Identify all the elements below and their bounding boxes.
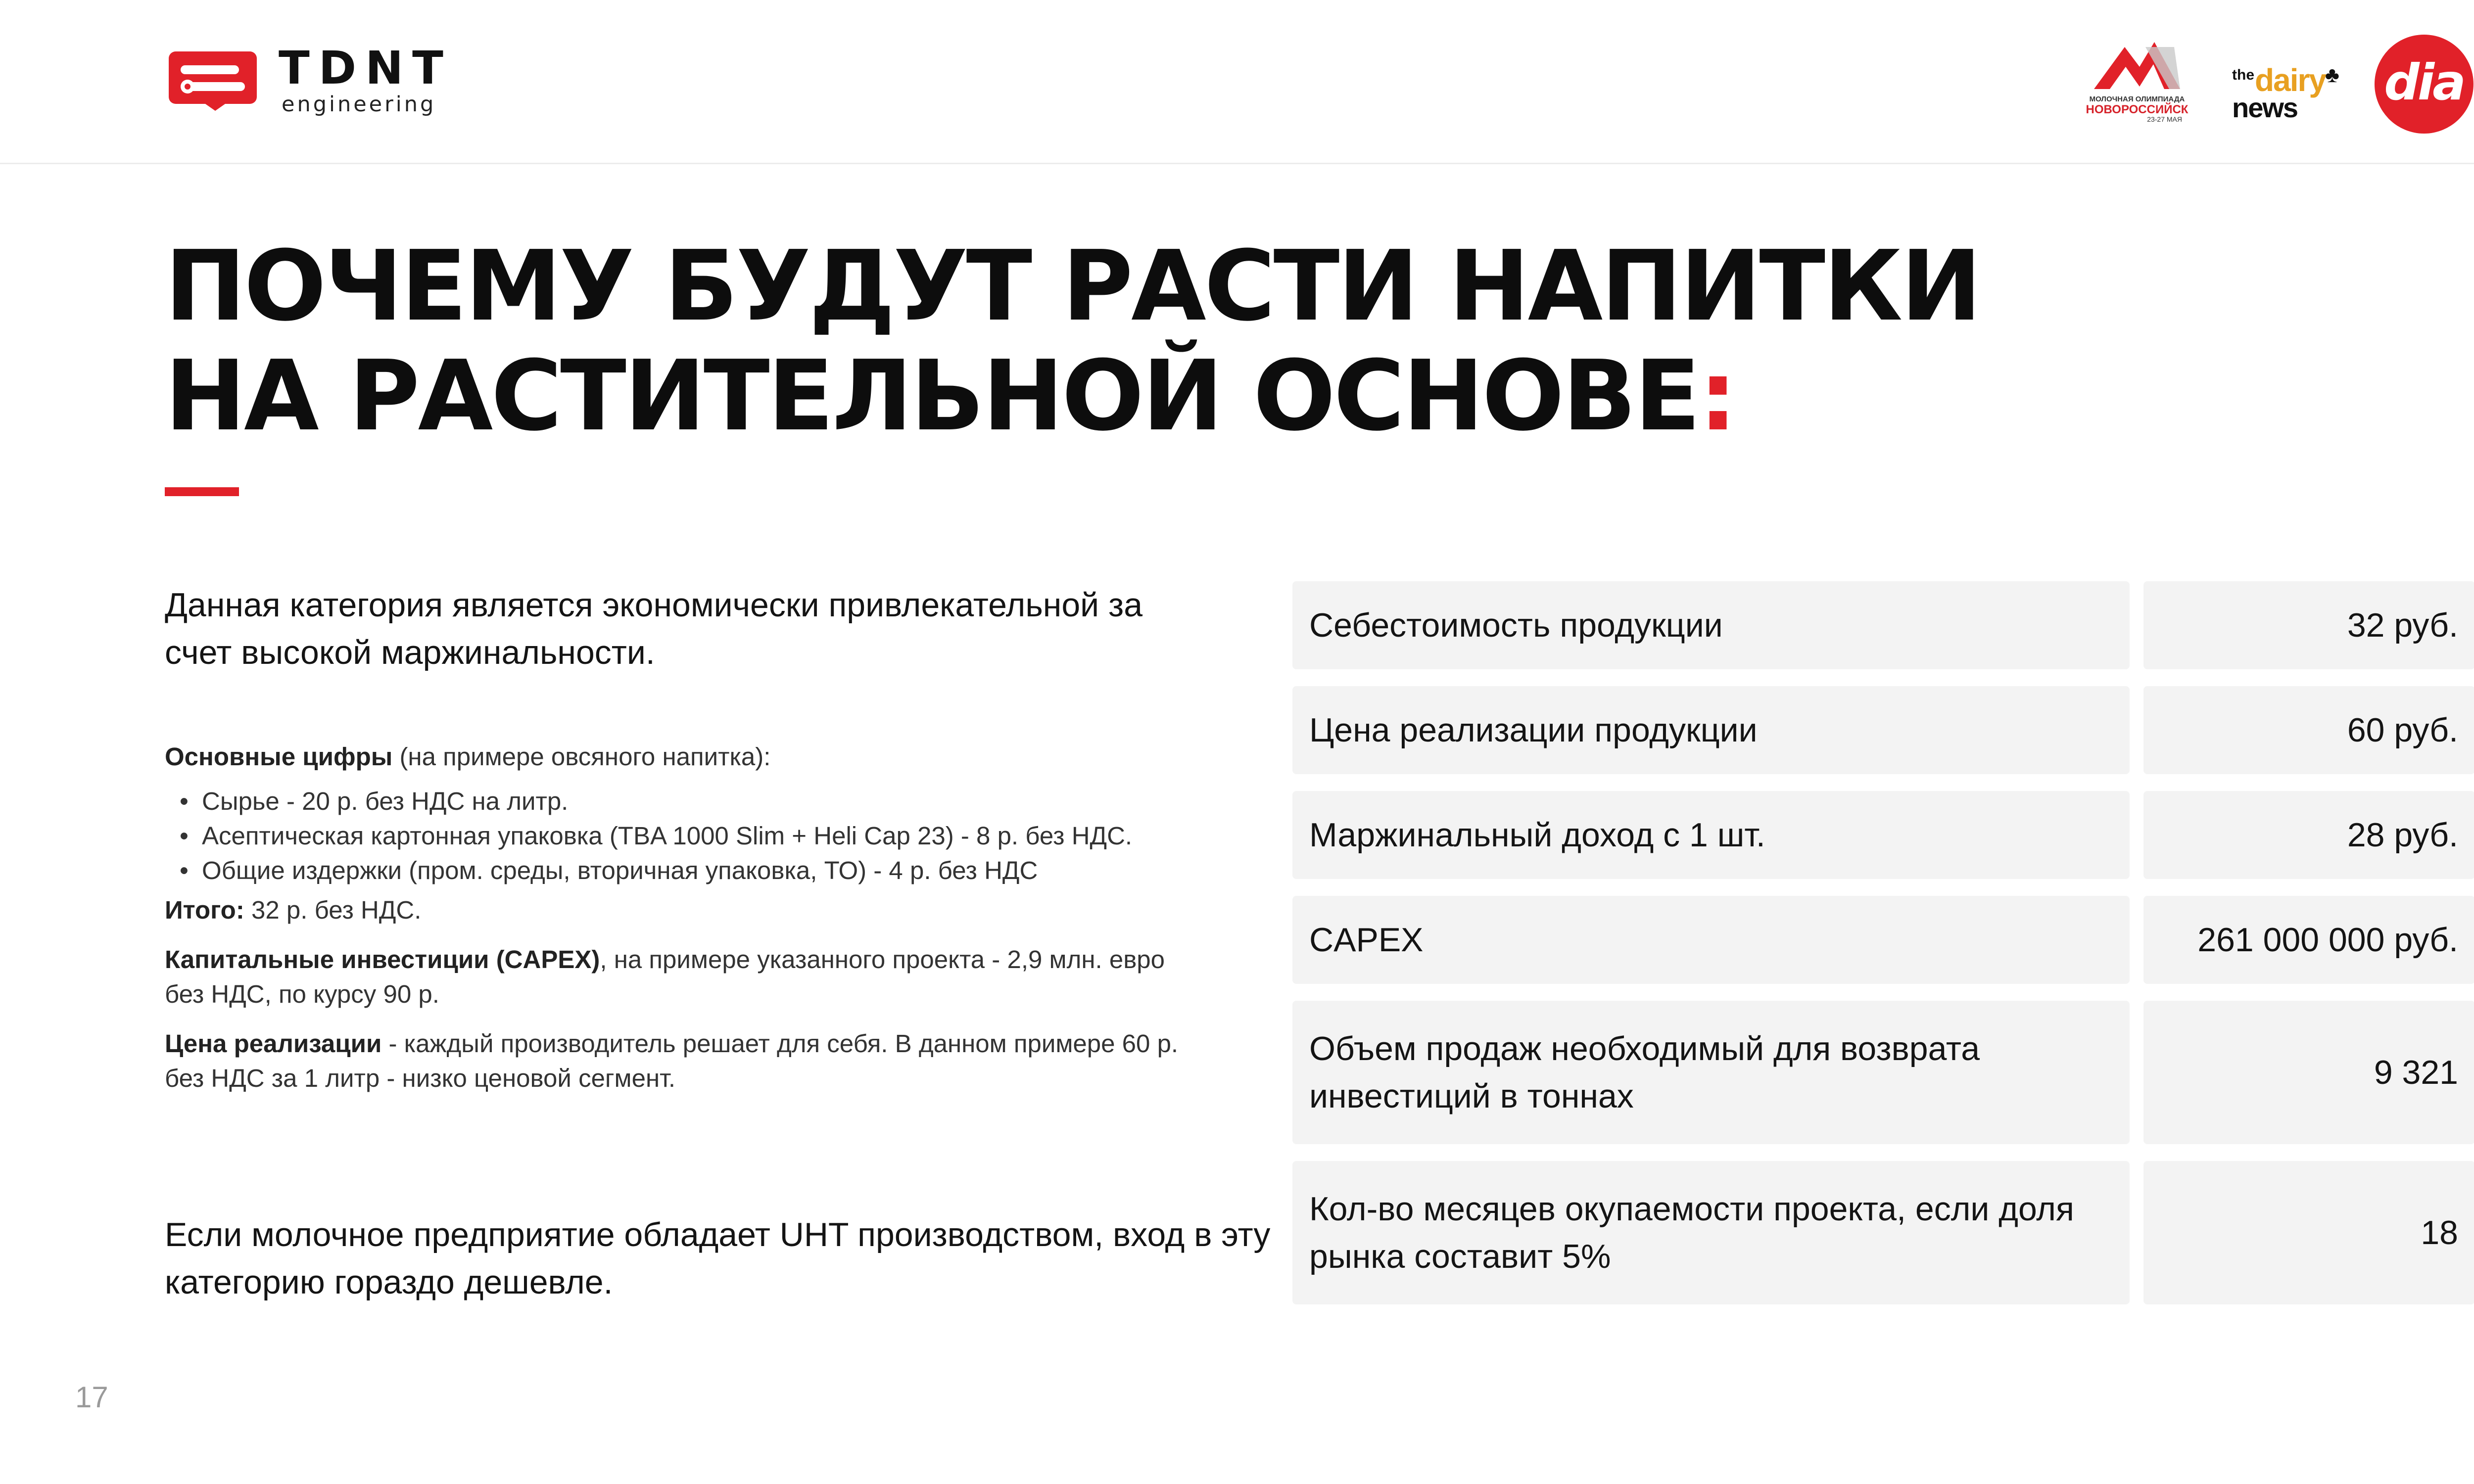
figures-heading-bold: Основные цифры: [165, 742, 393, 771]
row-value: 9 321: [2143, 1001, 2474, 1144]
price-bold: Цена реализации: [165, 1029, 382, 1058]
figures-list: [180, 784, 1204, 888]
clover-icon: ♣: [2325, 63, 2339, 87]
price-rest: - каждый производитель решает для себя. В данном примере 60 р. без НДС за 1 литр - низко ценовой сегмент.: [165, 1029, 1179, 1092]
row-value: 32 руб.: [2143, 581, 2474, 669]
capex-rest: , на примере указанного проекта - 2,9 млн. евро без НДС, по курсу 90 р.: [165, 945, 1165, 1008]
list-item: • Асептическая картонная упаковка (TBA 1000 Slim + Heli Cap 23) - 8 р. без НДС.: [180, 819, 1204, 853]
brand-name: TDNT: [279, 42, 452, 94]
figures-block: [165, 740, 1204, 1096]
dairy-news-the: the: [2232, 67, 2254, 83]
row-label: Маржинальный доход с 1 шт.: [1292, 791, 2130, 879]
title-colon: :: [1698, 340, 1736, 453]
olympiad-line3: 23-27 МАЯ: [2147, 115, 2182, 123]
olympiad-line2: НОВОРОССИЙСК: [2086, 102, 2189, 116]
total-line: [165, 893, 1204, 928]
capex-paragraph: [165, 942, 1204, 1012]
dairy-news-logo: [2231, 47, 2345, 121]
table-row: [1292, 581, 2474, 669]
table-row: [1292, 1001, 2474, 1144]
total-bold: Итого:: [165, 896, 244, 924]
row-label: Кол-во месяцев окупаемости проекта, если доля рынка составит 5%: [1292, 1161, 2130, 1304]
price-paragraph: [165, 1026, 1204, 1096]
dia-logo-text: dia: [2384, 53, 2464, 111]
table-row: [1292, 1161, 2474, 1304]
title-line1: ПОЧЕМУ БУДУТ РАСТИ НАПИТКИ: [165, 230, 1980, 343]
table-row: [1292, 686, 2474, 774]
dairy-news-dairy: dairy: [2255, 62, 2326, 98]
capex-bold: Капитальные инвестиции (CAPEX): [165, 945, 600, 974]
intro-text: Данная категория является экономически привлекательной за счет высокой маржинальности.: [165, 586, 1143, 671]
row-label: Цена реализации продукции: [1292, 686, 2130, 774]
header: [0, 0, 2474, 164]
tdnt-logo: [166, 42, 452, 117]
olympiad-line1: МОЛОЧНАЯ ОЛИМПИАДА: [2089, 95, 2185, 103]
economics-table: [1292, 581, 2474, 1321]
dia-logo: [2375, 35, 2474, 134]
row-label: Себестоимость продукции: [1292, 581, 2130, 669]
figures-heading-rest: (на примере овсяного напитка):: [392, 742, 771, 771]
row-label: Объем продаж необходимый для возврата инвестиций в тоннах: [1292, 1001, 2130, 1144]
row-label: CAPEX: [1292, 896, 2130, 984]
total-rest: 32 р. без НДС.: [244, 896, 422, 924]
outro-text: Если молочное предприятие обладает UHT производством, вход в эту категорию гораздо дешевле.: [165, 1216, 1271, 1301]
list-item: • Общие издержки (пром. среды, вторичная упаковка, ТО) - 4 р. без НДС: [180, 853, 1204, 888]
table-row: [1292, 791, 2474, 879]
list-item: • Сырье - 20 р. без НДС на литр.: [180, 784, 1204, 819]
figures-heading: [165, 740, 1204, 774]
row-value: 28 руб.: [2143, 791, 2474, 879]
title-line2: НА РАСТИТЕЛЬНОЙ ОСНОВЕ: [165, 340, 1699, 453]
partner-logos: [2080, 35, 2474, 134]
row-value: 261 000 000 руб.: [2143, 896, 2474, 984]
row-value: 18: [2143, 1161, 2474, 1304]
row-value: 60 руб.: [2143, 686, 2474, 774]
olympiad-mark-icon: [2090, 37, 2184, 94]
page-number: 17: [75, 1381, 108, 1414]
page-title: [165, 232, 1980, 451]
title-underline: [165, 487, 239, 496]
brand-subtitle: engineering: [282, 92, 436, 117]
olympiad-logo: [2080, 37, 2194, 131]
tdnt-logo-icon: [166, 47, 260, 114]
table-row: [1292, 896, 2474, 984]
dairy-news-news: news: [2232, 92, 2298, 123]
